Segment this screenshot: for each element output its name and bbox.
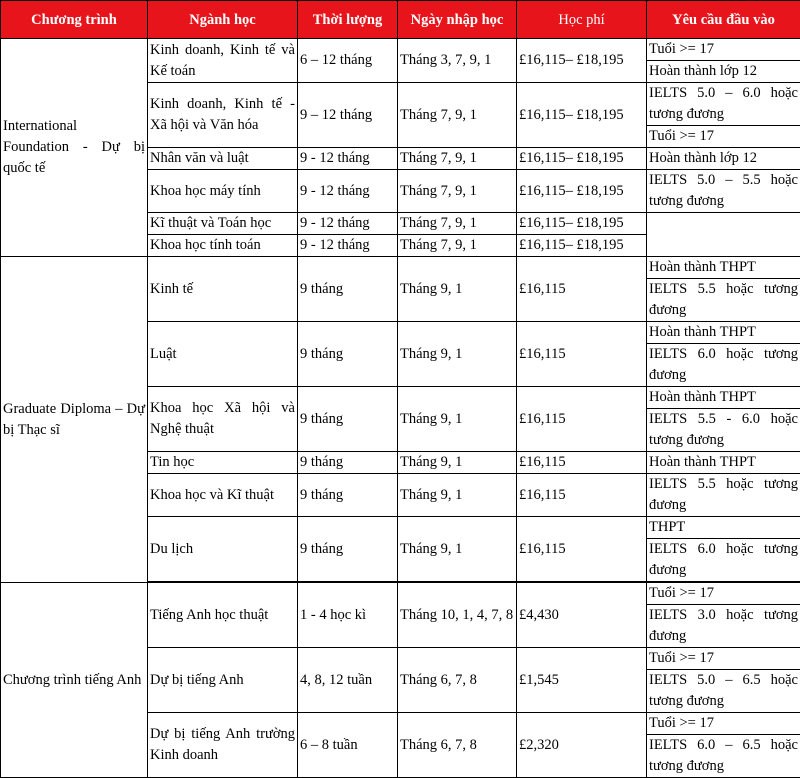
duration-cell: 9 – 12 tháng bbox=[298, 83, 398, 148]
major-cell: Kĩ thuật và Toán học bbox=[148, 213, 298, 235]
requirement-cell: IELTS 5.0 – 6.5 hoặc tương đương bbox=[647, 670, 800, 713]
fee-cell: £16,115 bbox=[517, 474, 647, 517]
duration-cell: 9 tháng bbox=[298, 257, 398, 322]
major-cell: Khoa học tính toán bbox=[148, 235, 298, 257]
duration-cell: 6 – 8 tuần bbox=[298, 713, 398, 778]
program-cell: Chương trình tiếng Anh bbox=[1, 583, 148, 778]
requirement-cell-empty bbox=[647, 213, 800, 257]
header-duration: Thời lượng bbox=[298, 1, 398, 39]
fee-cell: £16,115– £18,195 bbox=[517, 83, 647, 148]
major-cell: Nhân văn và luật bbox=[148, 148, 298, 170]
duration-cell: 9 tháng bbox=[298, 387, 398, 452]
major-cell: Dự bị tiếng Anh trường Kinh doanh bbox=[148, 713, 298, 778]
requirement-cell: IELTS 6.0 – 6.5 hoặc tương đương bbox=[647, 735, 800, 778]
duration-cell: 9 - 12 tháng bbox=[298, 148, 398, 170]
requirement-cell: IELTS 3.0 hoặc tương đương bbox=[647, 605, 800, 648]
duration-cell: 9 tháng bbox=[298, 452, 398, 474]
fee-cell: £16,115 bbox=[517, 387, 647, 452]
intake-cell: Tháng 9, 1 bbox=[398, 517, 517, 582]
requirement-cell: Hoàn thành lớp 12 bbox=[647, 148, 800, 170]
header-program: Chương trình bbox=[1, 1, 148, 39]
header-row bbox=[1, 1, 800, 39]
requirement-cell: Hoàn thành THPT bbox=[647, 387, 800, 409]
requirement-cell: IELTS 5.5 - 6.0 hoặc tương đương bbox=[647, 409, 800, 452]
duration-cell: 4, 8, 12 tuần bbox=[298, 648, 398, 713]
requirement-cell: IELTS 5.0 – 6.0 hoặc tương đương bbox=[647, 83, 800, 126]
intake-cell: Tháng 7, 9, 1 bbox=[398, 213, 517, 235]
major-cell: Dự bị tiếng Anh bbox=[148, 648, 298, 713]
intake-cell: Tháng 6, 7, 8 bbox=[398, 713, 517, 778]
table-row bbox=[1, 39, 800, 61]
duration-cell: 9 - 12 tháng bbox=[298, 170, 398, 213]
major-cell: Du lịch bbox=[148, 517, 298, 582]
duration-cell: 1 - 4 học kì bbox=[298, 583, 398, 648]
requirement-cell: IELTS 5.0 – 5.5 hoặc tương đương bbox=[647, 170, 800, 213]
major-cell: Tin học bbox=[148, 452, 298, 474]
fee-cell: £16,115– £18,195 bbox=[517, 148, 647, 170]
header-fee: Học phí bbox=[517, 1, 647, 39]
duration-cell: 9 tháng bbox=[298, 474, 398, 517]
program-cell: Graduate Diploma – Dự bị Thạc sĩ bbox=[1, 257, 148, 583]
major-cell: Luật bbox=[148, 322, 298, 387]
fee-cell: £16,115– £18,195 bbox=[517, 235, 647, 257]
intake-cell: Tháng 6, 7, 8 bbox=[398, 648, 517, 713]
duration-cell: 9 tháng bbox=[298, 517, 398, 582]
fee-cell: £2,320 bbox=[517, 713, 647, 778]
intake-cell: Tháng 9, 1 bbox=[398, 474, 517, 517]
fee-cell: £16,115– £18,195 bbox=[517, 39, 647, 83]
header-requirements: Yêu cầu đầu vào bbox=[647, 1, 800, 39]
intake-cell: Tháng 7, 9, 1 bbox=[398, 148, 517, 170]
intake-cell: Tháng 9, 1 bbox=[398, 387, 517, 452]
fee-cell: £16,115– £18,195 bbox=[517, 170, 647, 213]
duration-cell: 6 – 12 tháng bbox=[298, 39, 398, 83]
header-major: Ngành học bbox=[148, 1, 298, 39]
major-cell: Kinh tế bbox=[148, 257, 298, 322]
intake-cell: Tháng 9, 1 bbox=[398, 452, 517, 474]
requirement-cell: Tuổi >= 17 bbox=[647, 648, 800, 670]
fee-cell: £4,430 bbox=[517, 583, 647, 648]
requirement-cell: Hoàn thành lớp 12 bbox=[647, 61, 800, 83]
major-cell: Tiếng Anh học thuật bbox=[148, 583, 298, 648]
fee-cell: £16,115 bbox=[517, 322, 647, 387]
major-cell: Khoa học máy tính bbox=[148, 170, 298, 213]
intake-cell: Tháng 9, 1 bbox=[398, 257, 517, 322]
fee-cell: £16,115 bbox=[517, 452, 647, 474]
intake-cell: Tháng 3, 7, 9, 1 bbox=[398, 39, 517, 83]
intake-cell: Tháng 7, 9, 1 bbox=[398, 235, 517, 257]
requirement-cell: Hoàn thành THPT bbox=[647, 322, 800, 344]
requirement-cell: THPT bbox=[647, 517, 800, 539]
major-cell: Khoa học Xã hội và Nghệ thuật bbox=[148, 387, 298, 452]
major-cell: Kinh doanh, Kinh tế - Xã hội và Văn hóa bbox=[148, 83, 298, 148]
fee-cell: £1,545 bbox=[517, 648, 647, 713]
requirement-cell: Tuổi >= 17 bbox=[647, 713, 800, 735]
major-cell: Khoa học và Kĩ thuật bbox=[148, 474, 298, 517]
fee-cell: £16,115– £18,195 bbox=[517, 213, 647, 235]
table-row bbox=[1, 583, 800, 605]
major-cell: Kinh doanh, Kinh tế và Kế toán bbox=[148, 39, 298, 83]
program-cell: International Foundation - Dự bị quốc tế bbox=[1, 39, 148, 257]
fee-cell: £16,115 bbox=[517, 257, 647, 322]
intake-cell: Tháng 7, 9, 1 bbox=[398, 170, 517, 213]
table-row bbox=[1, 257, 800, 279]
requirement-cell: Tuổi >= 17 bbox=[647, 126, 800, 148]
requirement-cell: IELTS 6.0 hoặc tương đương bbox=[647, 539, 800, 582]
requirement-cell: IELTS 6.0 hoặc tương đương bbox=[647, 344, 800, 387]
intake-cell: Tháng 9, 1 bbox=[398, 322, 517, 387]
intake-cell: Tháng 7, 9, 1 bbox=[398, 83, 517, 148]
header-intake: Ngày nhập học bbox=[398, 1, 517, 39]
fee-cell: £16,115 bbox=[517, 517, 647, 582]
requirement-cell: Hoàn thành THPT bbox=[647, 257, 800, 279]
requirement-cell: Tuổi >= 17 bbox=[647, 583, 800, 605]
requirement-cell: Hoàn thành THPT bbox=[647, 452, 800, 474]
duration-cell: 9 - 12 tháng bbox=[298, 213, 398, 235]
intake-cell: Tháng 10, 1, 4, 7, 8 bbox=[398, 583, 517, 648]
requirement-cell: IELTS 5.5 hoặc tương đương bbox=[647, 279, 800, 322]
duration-cell: 9 tháng bbox=[298, 322, 398, 387]
duration-cell: 9 - 12 tháng bbox=[298, 235, 398, 257]
requirement-cell: Tuổi >= 17 bbox=[647, 39, 800, 61]
requirement-cell: IELTS 5.5 hoặc tương đương bbox=[647, 474, 800, 517]
